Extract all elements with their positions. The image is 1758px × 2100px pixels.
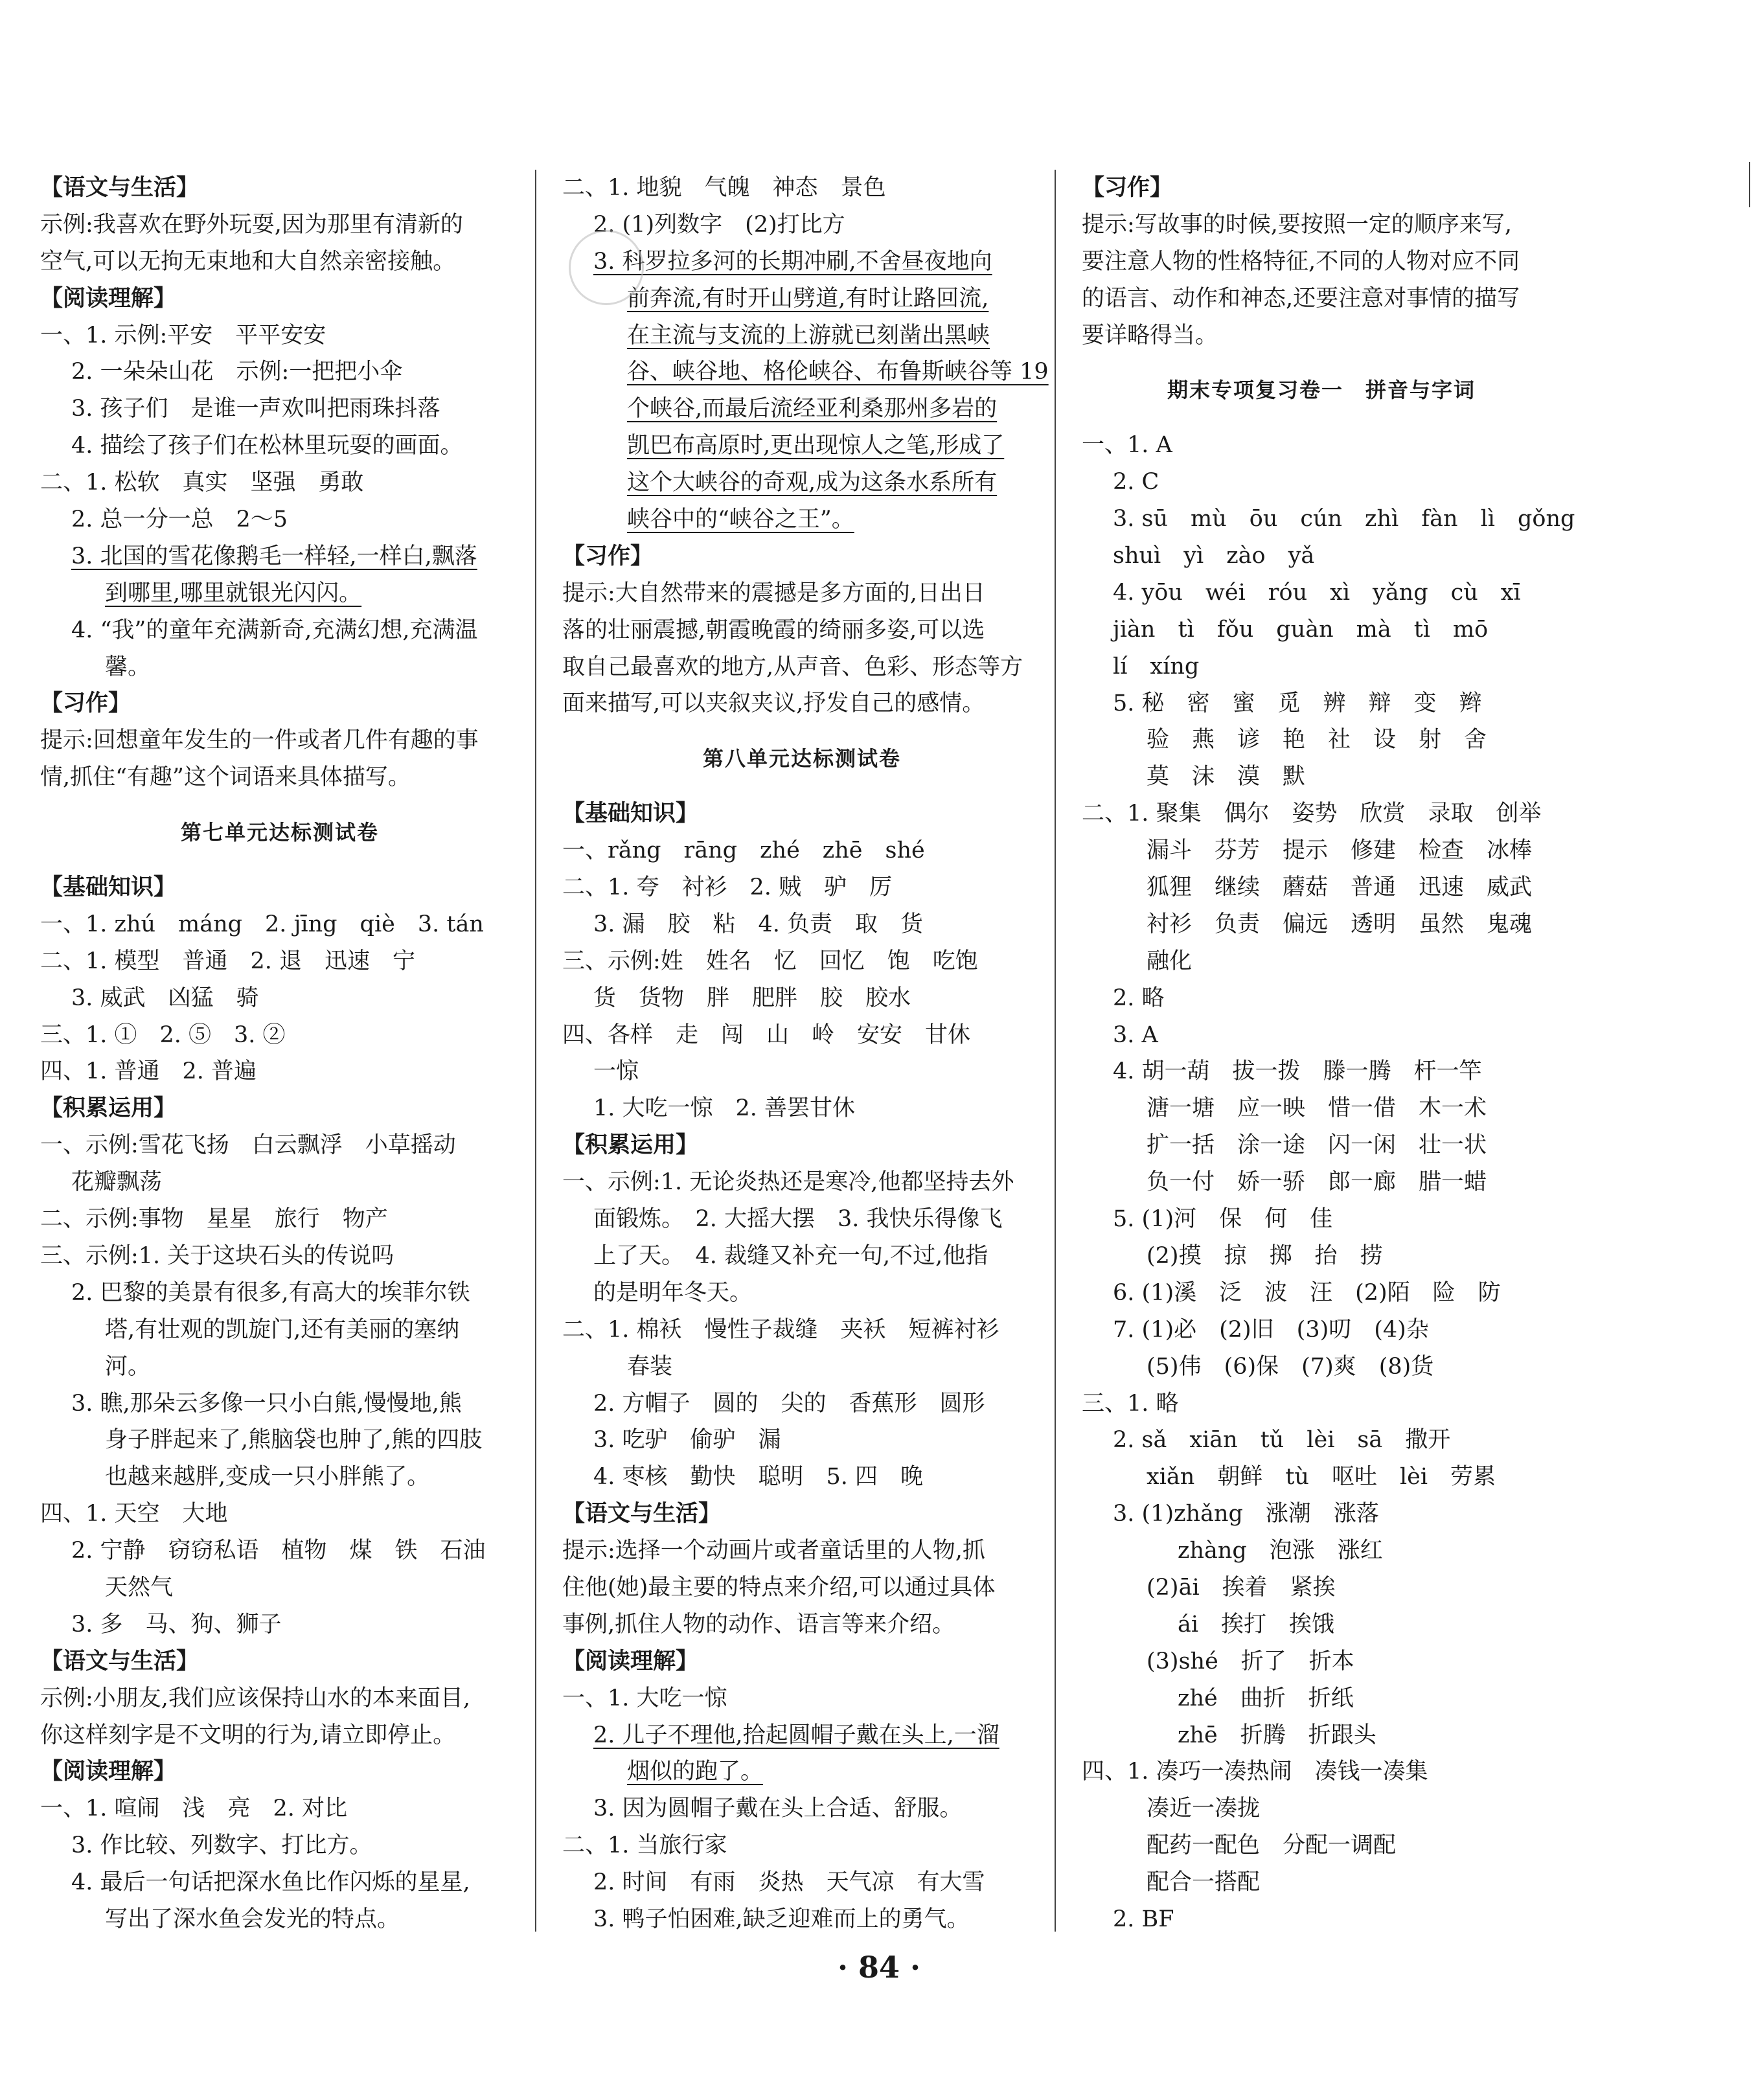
answer-line: 的是明年冬天。	[593, 1279, 753, 1306]
answer-line: 一、1. 示例:平安 平平安安	[40, 322, 326, 348]
underlined-answer: 个峡谷,而最后流经亚利桑那州多岩的	[627, 396, 998, 422]
answer-line: 一、1. 大吃一惊	[562, 1685, 727, 1711]
answer-line: 一惊	[593, 1058, 639, 1085]
underlined-answer: 这个大峡谷的奇观,成为这条水系所有	[627, 470, 998, 496]
answer-line: 河。	[105, 1353, 151, 1380]
answer-line: 2. BF	[1113, 1906, 1174, 1932]
answer-line: 花瓣飘荡	[71, 1169, 163, 1196]
answer-line: 3. 作比较、列数字、打比方。	[71, 1832, 372, 1859]
answer-line: 四、1. 凑巧一凑热闹 凑钱一凑集	[1082, 1759, 1428, 1785]
answer-line: 的语言、动作和神态,还要注意对事情的描写	[1082, 285, 1520, 312]
answer-line: 负一付 娇一骄 郎一廊 腊一蜡	[1147, 1169, 1487, 1196]
section-header: 【基础知识】	[562, 800, 699, 827]
answer-line: 身子胖起来了,熊脑袋也肿了,熊的四肢	[105, 1427, 483, 1454]
answer-line: 三、1. ① 2. ⑤ 3. ②	[40, 1021, 286, 1048]
answer-line: 二、示例:事物 星星 旅行 物产	[40, 1206, 388, 1233]
answer-line	[562, 1717, 1042, 1754]
answer-line: 四、1. 天空 大地	[40, 1501, 228, 1527]
answer-line: (5)伟 (6)保 (7)爽 (8)货	[1147, 1353, 1434, 1380]
answer-line: 7. (1)必 (2)旧 (3)叨 (4)杂	[1113, 1316, 1429, 1343]
underlined-answer: 峡谷中的“峡谷之王”。	[627, 507, 854, 533]
answer-line: 4. yōu wéi róu xì yǎng cù xī	[1113, 579, 1521, 606]
answer-line: 配合一搭配	[1147, 1869, 1261, 1896]
answer-line: 2. 略	[1113, 985, 1165, 1011]
answer-line	[562, 317, 1042, 354]
answer-line: 漏斗 芬芳 提示 修建 检查 冰棒	[1147, 838, 1533, 864]
answer-line: 三、示例:1. 关于这块石头的传说吗	[40, 1242, 394, 1269]
answer-line: 天然气	[105, 1574, 174, 1601]
answer-line: 提示:大自然带来的震撼是多方面的,日出日	[562, 580, 985, 606]
answer-line: (3)shé 折了 折本	[1147, 1648, 1354, 1674]
answer-line: 凑近一凑拢	[1147, 1796, 1261, 1822]
watermark-stamp	[569, 230, 644, 305]
answer-line: 2. sǎ xiān tǔ lèi sā 撒开	[1113, 1427, 1451, 1454]
answer-line: 提示:回想童年发生的一件或者几件有趣的事	[40, 727, 479, 754]
answer-line: zhé 曲折 折纸	[1178, 1685, 1354, 1711]
answer-line: 示例:小朋友,我们应该保持山水的本来面目,	[40, 1685, 471, 1711]
answer-line: 2. 时间 有雨 炎热 天气凉 有大雪	[593, 1869, 985, 1896]
underlined-answer: 3. 北国的雪花像鹅毛一样轻,一样白,飘落	[71, 543, 477, 569]
answer-line: 3. 吃驴 偷驴 漏	[593, 1427, 781, 1454]
answer-line: lí xíng	[1113, 653, 1200, 679]
answer-line: (2)āi 挨着 紧挨	[1147, 1574, 1336, 1601]
underlined-answer: 3. 科罗拉多河的长期冲刷,不舍昼夜地向	[593, 248, 992, 275]
underlined-answer: 2. 儿子不理他,拾起圆帽子戴在头上,一溜	[593, 1722, 999, 1748]
answer-line: 配药一配色 分配一调配	[1147, 1832, 1397, 1859]
answer-line: 2. 巴黎的美景有很多,有高大的埃菲尔铁	[71, 1279, 470, 1306]
answer-line: 3. 因为圆帽子戴在头上合适、舒服。	[593, 1796, 963, 1822]
answer-line: 提示:写故事的时候,要按照一定的顺序来写,	[1082, 211, 1513, 238]
answer-line: 写出了深水鱼会发光的特点。	[105, 1906, 400, 1932]
answer-line: 3. 多 马、狗、狮子	[71, 1611, 282, 1638]
answer-line: 验 燕 谚 艳 社 设 射 舍	[1147, 727, 1487, 753]
answer-line: 一、1. zhú máng 2. jīng qiè 3. tán	[40, 911, 484, 937]
answer-line: jiàn tì fǒu guàn mà tì mō	[1113, 616, 1489, 643]
answer-column-2	[562, 170, 1049, 1938]
section-header: 【阅读理解】	[40, 1758, 177, 1785]
answer-line: 一、1. 喧闹 浅 亮 2. 对比	[40, 1796, 348, 1822]
answer-line: 1. 大吃一惊 2. 善罢甘休	[593, 1095, 856, 1122]
answer-line: 示例:我喜欢在野外玩耍,因为那里有清新的	[40, 211, 463, 238]
answer-line: shuì yì zào yǎ	[1113, 543, 1315, 569]
answer-line: 3. (1)zhǎng 涨潮 涨落	[1113, 1501, 1379, 1527]
answer-line: 2. 一朵朵山花 示例:一把把小伞	[71, 359, 403, 385]
section-header: 【基础知识】	[40, 874, 177, 901]
answer-line: 住他(她)最主要的特点来介绍,可以通过具体	[562, 1574, 996, 1601]
answer-line: 也越来越胖,变成一只小胖熊了。	[105, 1464, 430, 1490]
answer-line: 3. 瞧,那朵云多像一只小白熊,慢慢地,熊	[71, 1390, 462, 1417]
unit-title: 第八单元达标测试卷	[702, 746, 901, 771]
answer-line	[562, 464, 1042, 501]
answer-line: 落的壮丽震撼,朝霞晚霞的绮丽多姿,可以选	[562, 617, 985, 643]
answer-line	[562, 428, 1042, 464]
answer-line: 二、1. 当旅行家	[562, 1832, 727, 1859]
underlined-answer: 谷、峡谷地、格伦峡谷、布鲁斯峡谷等 19	[627, 359, 1049, 385]
answer-line: 莫 沫 漠 默	[1147, 764, 1306, 790]
answer-line: 上了天。 4. 裁缝又补充一句,不过,他指	[593, 1242, 988, 1269]
answer-line: 二、1. 模型 普通 2. 退 迅速 宁	[40, 948, 416, 974]
answer-line: 5. 秘 密 蜜 觅 辨 辩 变 辫	[1113, 690, 1482, 716]
answer-line: 一、rǎng rāng zhé zhē shé	[562, 838, 925, 864]
answer-line: 二、1. 聚集 偶尔 姿势 欣赏 录取 创举	[1082, 801, 1542, 827]
section-header: 【习作】	[40, 690, 131, 717]
answer-line: 6. (1)溪 泛 波 汪 (2)陌 险 防	[1113, 1279, 1501, 1306]
section-header: 【语文与生活】	[40, 174, 200, 201]
answer-line: 要注意人物的性格特征,不同的人物对应不同	[1082, 248, 1520, 275]
answer-line: 4. “我”的童年充满新奇,充满幻想,充满温	[71, 617, 478, 643]
section-header: 【积累运用】	[40, 1095, 177, 1122]
answer-line	[562, 354, 1049, 391]
answer-line	[40, 575, 519, 612]
section-header: 【习作】	[562, 542, 654, 569]
answer-line: 二、1. 地貌 气魄 神态 景色	[562, 175, 886, 201]
answer-line: zhàng 泡涨 涨红	[1178, 1538, 1383, 1564]
answer-line: 面锻炼。 2. 大摇大摆 3. 我快乐得像飞	[593, 1206, 1003, 1233]
section-header: 【语文与生活】	[562, 1500, 722, 1527]
underlined-answer: 前奔流,有时开山劈道,有时让路回流,	[627, 285, 989, 312]
answer-line: 一、示例:1. 无论炎热还是寒冷,他都坚持去外	[562, 1169, 1014, 1196]
answer-line	[40, 538, 519, 575]
answer-line: 提示:选择一个动画片或者童话里的人物,抓	[562, 1538, 985, 1564]
answer-line: 情,抓住“有趣”这个词语来具体描写。	[40, 764, 411, 791]
answer-line	[562, 501, 1042, 538]
underlined-answer: 烟似的跑了。	[627, 1759, 764, 1785]
answer-line: 塔,有壮观的凯旋门,还有美丽的塞纳	[105, 1316, 460, 1343]
section-header: 【习作】	[1082, 174, 1173, 201]
answer-line: 你这样刻字是不文明的行为,请立即停止。	[40, 1722, 456, 1748]
answer-line: (2)摸 掠 掷 抬 捞	[1147, 1242, 1383, 1269]
answer-line: 春装	[627, 1353, 673, 1380]
answer-line: 馨。	[105, 654, 151, 680]
column-divider-1	[535, 170, 536, 1932]
underlined-answer: 凯巴布高原时,更出现惊人之笔,形成了	[627, 433, 1005, 459]
answer-line	[562, 391, 1042, 428]
answer-line: 4. 枣核 勤快 聪明 5. 四 晚	[593, 1464, 924, 1490]
answer-line: 货 货物 胖 肥胖 胶 胶水	[593, 985, 911, 1011]
answer-line: 3. 孩子们 是谁一声欢叫把雨珠抖落	[71, 396, 440, 422]
answer-line: 二、1. 夸 衬衫 2. 贼 驴 厉	[562, 874, 893, 901]
section-header: 【积累运用】	[562, 1132, 699, 1159]
answer-line: 溏一塘 应一映 惜一借 木一术	[1147, 1095, 1487, 1122]
answer-column-1	[40, 170, 519, 1938]
answer-line: 面来描写,可以夹叙夹议,抒发自己的感情。	[562, 690, 985, 717]
answer-line: 2. C	[1113, 469, 1159, 496]
answer-line: 取自己最喜欢的地方,从声音、色彩、形态等方	[562, 654, 1023, 680]
answer-line: 三、示例:姓 姓名 忆 回忆 饱 吃饱	[562, 948, 978, 974]
answer-line: 2. 方帽子 圆的 尖的 香蕉形 圆形	[593, 1390, 985, 1417]
answer-line: zhē 折腾 折跟头	[1178, 1722, 1376, 1748]
answer-line: 空气,可以无拘无束地和大自然亲密接触。	[40, 248, 456, 275]
answer-line: 3. 漏 胶 粘 4. 负责 取 货	[593, 911, 924, 937]
answer-line: 5. (1)河 保 何 佳	[1113, 1206, 1333, 1233]
answer-line: 3. 鸭子怕困难,缺乏迎难而上的勇气。	[593, 1906, 970, 1932]
answer-line: 3. sū mù ōu cún zhì fàn lì gǒng	[1113, 506, 1575, 532]
answer-line: 一、示例:雪花飞扬 白云飘浮 小草摇动	[40, 1132, 456, 1159]
answer-line: 4. 最后一句话把深水鱼比作闪烁的星星,	[71, 1869, 470, 1896]
answer-column-3	[1082, 170, 1575, 1938]
answer-line: 融化	[1147, 948, 1193, 974]
answer-line: 扩一括 涂一途 闪一闲 壮一状	[1147, 1132, 1487, 1159]
section-header: 【阅读理解】	[40, 284, 177, 312]
answer-line: 2. (1)列数字 (2)打比方	[593, 211, 845, 238]
answer-line: 2. 总一分一总 2～5	[71, 507, 288, 533]
underlined-answer: 到哪里,哪里就银光闪闪。	[105, 580, 362, 606]
unit-title: 第七单元达标测试卷	[180, 820, 379, 845]
answer-line: 一、1. A	[1082, 432, 1172, 459]
section-header: 【语文与生活】	[40, 1647, 200, 1674]
answer-line: xiǎn 朝鲜 tù 呕吐 lèi 劳累	[1147, 1464, 1496, 1490]
answer-line: 衬衫 负责 偏远 透明 虽然 鬼魂	[1147, 911, 1533, 937]
answer-line: 4. 胡一葫 拔一拨 滕一腾 杆一竿	[1113, 1058, 1482, 1085]
answer-line: 狐狸 继续 蘑菇 普通 迅速 威武	[1147, 874, 1533, 901]
answer-line: 3. 威武 凶猛 骑	[71, 985, 259, 1011]
answer-line: 二、1. 棉袄 慢性子裁缝 夹袄 短裤衬衫	[562, 1316, 999, 1343]
answer-line: 四、1. 普通 2. 普遍	[40, 1058, 257, 1085]
underlined-answer: 在主流与支流的上游就已刻凿出黑峡	[627, 322, 990, 348]
answer-line: 2. 宁静 窃窃私语 植物 煤 铁 石油	[71, 1538, 486, 1564]
answer-line: 三、1. 略	[1082, 1390, 1179, 1417]
answer-line	[562, 1753, 1042, 1790]
answer-line: 二、1. 松软 真实 坚强 勇敢	[40, 470, 364, 496]
answer-line: 四、各样 走 闯 山 岭 安安 甘休	[562, 1021, 971, 1048]
page-right-border	[1749, 162, 1750, 207]
column-divider-2	[1055, 170, 1056, 1932]
section-header: 【阅读理解】	[562, 1647, 699, 1674]
unit-title: 期末专项复习卷一 拼音与字词	[1167, 378, 1476, 403]
answer-line: 3. A	[1113, 1021, 1158, 1048]
answer-line: 4. 描绘了孩子们在松林里玩耍的画面。	[71, 433, 463, 459]
answer-line: 事例,抓住人物的动作、语言等来介绍。	[562, 1611, 955, 1638]
page-number: · 84 ·	[837, 1950, 921, 1985]
answer-line: 要详略得当。	[1082, 322, 1218, 348]
answer-line: ái 挨打 挨饿	[1178, 1611, 1335, 1638]
